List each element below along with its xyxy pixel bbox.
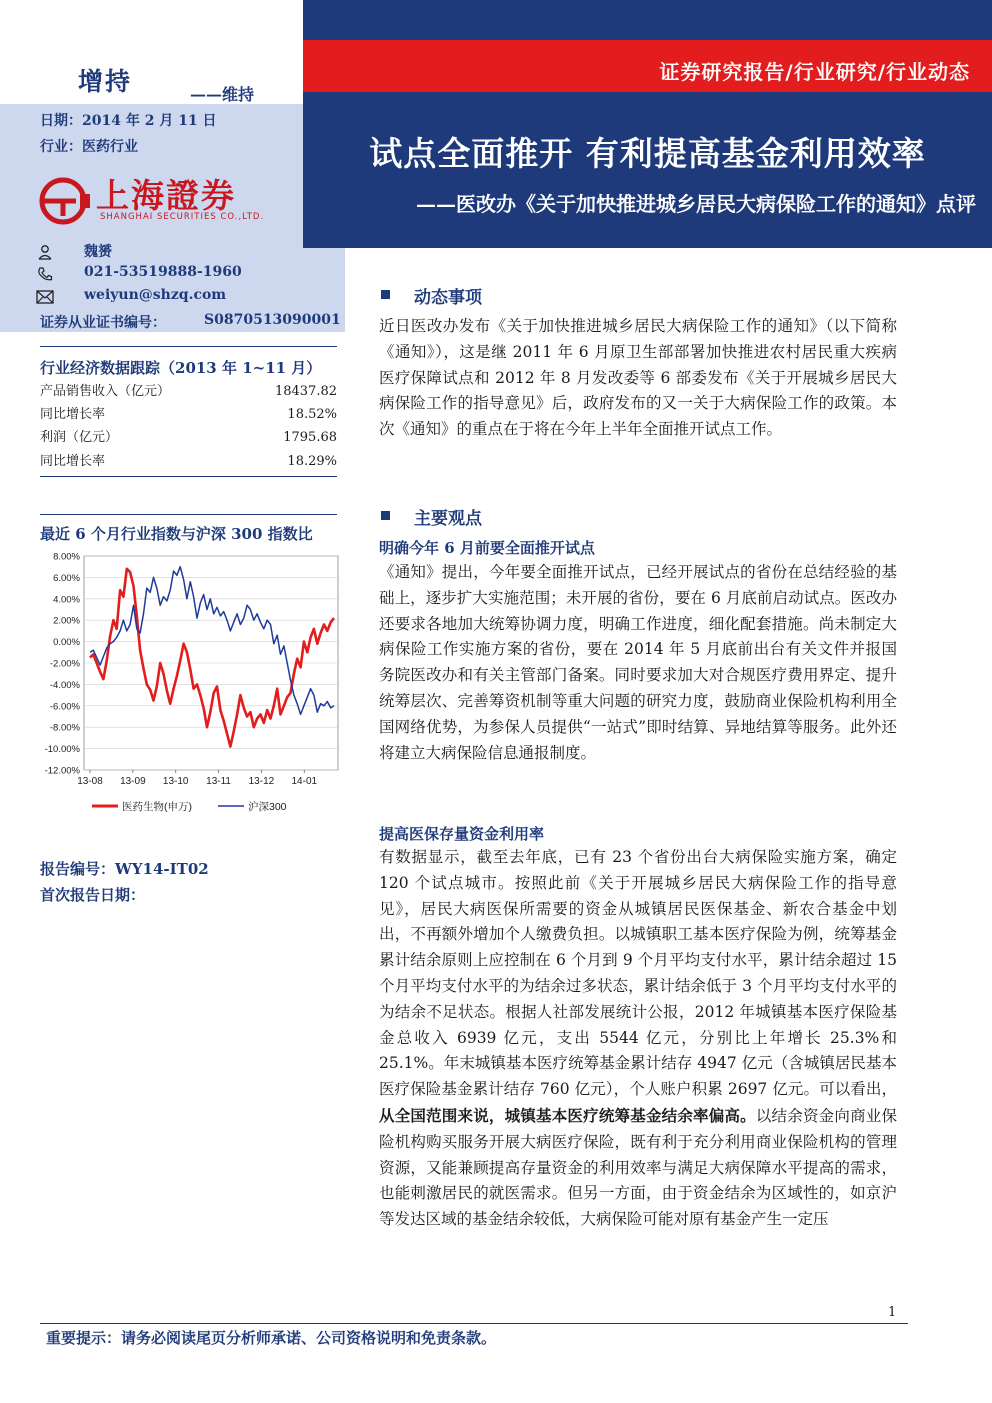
series-line-hs300 [90,567,334,715]
legend-label: 沪深300 [248,801,287,813]
y-tick-label: 0.00% [53,637,80,649]
disclaimer-note: 重要提示：请务必阅读尾页分析师承诺、公司资格说明和免责条款。 [46,1329,497,1347]
analyst-name: 魏赟 [84,244,112,260]
report-code: 报告编号：WY14-IT02 [40,860,209,878]
y-tick-label: -2.00% [49,658,80,670]
rating-label: 增持 [78,67,133,96]
company-logo-icon [36,176,92,226]
x-tick-label: 13-08 [77,776,103,787]
section-dynamic-title: 动态事项 [414,288,482,308]
company-name-cn: 上海證券 [96,176,236,215]
row-label: 同比增长率 [40,407,106,422]
page-number: 1 [888,1305,897,1320]
x-tick-label: 13-12 [248,776,275,787]
report-industry: 行业：医药行业 [40,139,138,155]
row-value: 18.29% [287,454,337,469]
y-tick-label: -12.00% [44,765,80,777]
y-tick-label: -10.00% [44,744,80,756]
chart-top-rule [40,514,337,515]
report-subtitle: ——医改办《关于加快推进城乡居民大病保险工作的通知》点评 [416,192,976,216]
table-row [40,450,337,473]
row-value: 18437.82 [274,384,337,399]
footer-rule [40,1323,908,1324]
person-icon [36,244,54,260]
bullet-square-icon [381,511,390,520]
chart-title: 最近 6 个月行业指数与沪深 300 指数比 [40,525,313,543]
view2-text-b: 以结余资金向商业保险机构购买服务开展大病医疗保险，既有利于充分利用商业保险机构的管理资源，又能兼顾提高存量资金的利用效率与满足大病保障水平提高的需求，也能刺激居民的就医需求。但另一方面，由于资金结余为区域性的，如京沪等发达区域的基金结余较低，大病保险可能对原有基金产生一定压 [379,1106,897,1229]
x-tick-label: 14-01 [291,776,318,787]
phone-icon [36,266,54,282]
y-tick-label: -4.00% [49,679,80,691]
y-tick-label: -8.00% [49,722,80,734]
view2-text-emphasis: 从全国范围来说，城镇基本医疗统筹基金结余率偏高。 [379,1105,756,1125]
index-comparison-chart [36,548,342,828]
report-title: 试点全面推开 有利提高基金利用效率 [369,134,926,173]
table-top-rule [40,346,337,347]
view1-text: 《通知》提出，今年要全面推开试点，已经开展试点的省份在总结经验的基础上，逐步扩大实施范围；未开展的省份，要在 6 月底前启动试点。医改办还要求各地加大统筹协调力度，明确工作进度，细化配套措施。尚未制定大病保险工作实施方案的省份，要在 2014 年 5 月底前出台有关文件并报国务院医改办和有关主管部门备案。同时要求加大对合规医疗费用界定、提升统筹层次、完善筹资机制等重大问题的研究力度，鼓励商业保险机构利用全国网络优势，为参保人员提供“一站式”即时结算、异地结算等服务。此外还将建立大病保险信息通报制度。 [379,563,897,762]
row-label: 利润（亿元） [40,430,119,445]
y-tick-label: 8.00% [53,551,80,563]
section-views-title: 主要观点 [414,509,482,529]
table-bottom-rule [40,476,337,477]
report-date: 日期：2014 年 2 月 11 日 [40,113,217,129]
view2-text [379,845,897,1233]
industry-data-title: 行业经济数据跟踪（2013 年 1~11 月） [40,359,322,377]
y-tick-label: 4.00% [53,594,80,606]
rating-sub-label: ——维持 [190,85,255,104]
analyst-phone: 021-53519888-1960 [84,264,242,280]
view2-text-a: 有数据显示，截至去年底，已有 23 个省份出台大病保险实施方案，确定 120 个试点城市。按照此前《关于开展城乡居民大病保险工作的指导意见》，居民大病医保所需要的资金从城镇居民医保基金、新农合基金中划出，不再额外增加个人缴费负担。以城镇职工基本医疗保险为例，统筹基金累计结余原则上应控制在 6 个月到 9 个月平均支付水平，累计结余超过 15 个月平均支付水平的为结余过多状态，累计结余低于 3 个月平均支付水平的为结余不足状态。根据人社部发展统计公报，2012 年城镇基本医疗保险基金总收入 6939 亿元，支出 5544 亿元，分别比上年增长 25.3%和 25.1%。年末城镇基本医疗统筹基金累计结存 4947 亿元（含城镇居民基本医疗保险基金累计结存 760 亿元），个人账户积累 2697 亿元。可以看出， [379,848,897,1099]
x-tick-label: 13-09 [120,776,146,787]
section-dynamic-text: 近日医改办发布《关于加快推进城乡居民大病保险工作的通知》（以下简称《通知》），这是继 2011 年 6 月原卫生部部署加快推进农村居民重大疾病医疗保障试点和 2012 年 8 月发改委等 6 部委发布《关于开展城乡居民大病保险工作的指导意见》后，政府发布的又一关于大病保险工作的政策。本次《通知》的重点在于将在今年上半年全面推开试点工作。 [379,317,897,439]
x-tick-label: 13-10 [162,776,189,787]
analyst-cert-number: S0870513090001 [204,312,341,328]
report-category: 证券研究报告/行业研究/行业动态 [659,60,970,84]
bullet-square-icon [381,290,390,299]
y-tick-label: 2.00% [53,615,80,627]
row-value: 18.52% [287,407,337,422]
view2-title: 提高医保存量资金利用率 [379,825,545,843]
table-row [40,380,337,403]
email-icon [36,290,54,306]
table-row [40,403,337,426]
y-tick-label: -6.00% [49,701,80,713]
table-row [40,426,337,449]
analyst-cert-label: 证券从业证书编号： [40,315,166,331]
analyst-email: weiyun@shzq.com [84,287,227,303]
row-label: 同比增长率 [40,454,106,469]
view1-title: 明确今年 6 月前要全面推开试点 [379,539,595,557]
row-value: 1795.68 [283,430,337,445]
row-label: 产品销售收入（亿元） [40,384,171,399]
x-tick-label: 13-11 [206,776,231,787]
legend-label: 医药生物(申万) [122,801,192,813]
y-tick-label: 6.00% [53,572,80,584]
company-name-en: SHANGHAI SECURITIES CO.,LTD. [100,212,265,222]
first-report-date: 首次报告日期： [40,886,146,904]
series-line-pharma [90,569,334,747]
